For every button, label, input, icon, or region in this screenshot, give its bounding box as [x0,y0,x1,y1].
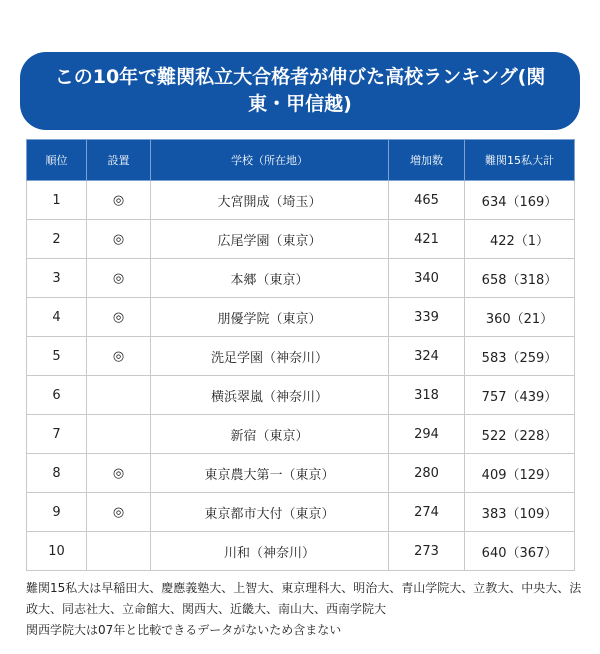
cell-mark: ◎ [87,181,151,220]
cell-total: 658（318） [465,259,575,298]
cell-total: 383（109） [465,493,575,532]
cell-mark: ◎ [87,337,151,376]
cell-rank: 2 [27,220,87,259]
cell-increase: 339 [389,298,465,337]
cell-school: 横浜翠嵐（神奈川） [151,376,389,415]
table-header-row [27,140,575,181]
cell-rank: 1 [27,181,87,220]
cell-increase: 465 [389,181,465,220]
cell-rank: 9 [27,493,87,532]
table-row [27,220,575,259]
header-school: 学校（所在地） [151,140,389,181]
table-row [27,415,575,454]
cell-mark: ◎ [87,220,151,259]
cell-total: 360（21） [465,298,575,337]
cell-rank: 7 [27,415,87,454]
cell-school: 広尾学園（東京） [151,220,389,259]
table-row [27,532,575,571]
cell-mark: ◎ [87,493,151,532]
table-row [27,259,575,298]
cell-mark: ◎ [87,259,151,298]
cell-school: 朋優学院（東京） [151,298,389,337]
cell-mark [87,532,151,571]
cell-rank: 6 [27,376,87,415]
cell-mark: ◎ [87,454,151,493]
cell-total: 583（259） [465,337,575,376]
cell-school: 東京都市大付（東京） [151,493,389,532]
cell-increase: 274 [389,493,465,532]
table-row [27,298,575,337]
cell-mark: ◎ [87,298,151,337]
cell-mark [87,415,151,454]
table-row [27,493,575,532]
ranking-table [26,139,575,571]
header-mark: 設置 [87,140,151,181]
cell-rank: 4 [27,298,87,337]
cell-rank: 3 [27,259,87,298]
cell-increase: 273 [389,532,465,571]
cell-increase: 324 [389,337,465,376]
cell-increase: 421 [389,220,465,259]
cell-rank: 10 [27,532,87,571]
table-row [27,337,575,376]
footnote-universities: 難関15私大は早稲田大、慶應義塾大、上智大、東京理科大、明治大、青山学院大、立教大、中央大、法政大、同志社大、立命館大、関西大、近畿大、南山大、西南学院大 [26,581,582,616]
cell-total: 522（228） [465,415,575,454]
cell-school: 洗足学園（神奈川） [151,337,389,376]
cell-total: 634（169） [465,181,575,220]
cell-school: 川和（神奈川） [151,532,389,571]
cell-total: 409（129） [465,454,575,493]
cell-increase: 340 [389,259,465,298]
cell-rank: 8 [27,454,87,493]
cell-school: 本郷（東京） [151,259,389,298]
cell-increase: 280 [389,454,465,493]
header-total: 難関15私大計 [465,140,575,181]
cell-school: 大宮開成（埼玉） [151,181,389,220]
cell-school: 東京農大第一（東京） [151,454,389,493]
page-title-banner [20,52,580,130]
footnote-exclusion: 関西学院大は07年と比較できるデータがないため含まない [26,623,342,637]
table-row [27,181,575,220]
page-title: この10年で難関私立大合格者が伸びた高校ランキング(関東・甲信越) [54,66,546,115]
cell-school: 新宿（東京） [151,415,389,454]
footnotes [26,578,586,641]
cell-total: 757（439） [465,376,575,415]
header-increase: 増加数 [389,140,465,181]
cell-total: 422（1） [465,220,575,259]
table-row [27,454,575,493]
cell-increase: 294 [389,415,465,454]
header-rank: 順位 [27,140,87,181]
cell-rank: 5 [27,337,87,376]
table-row [27,376,575,415]
cell-mark [87,376,151,415]
cell-increase: 318 [389,376,465,415]
cell-total: 640（367） [465,532,575,571]
